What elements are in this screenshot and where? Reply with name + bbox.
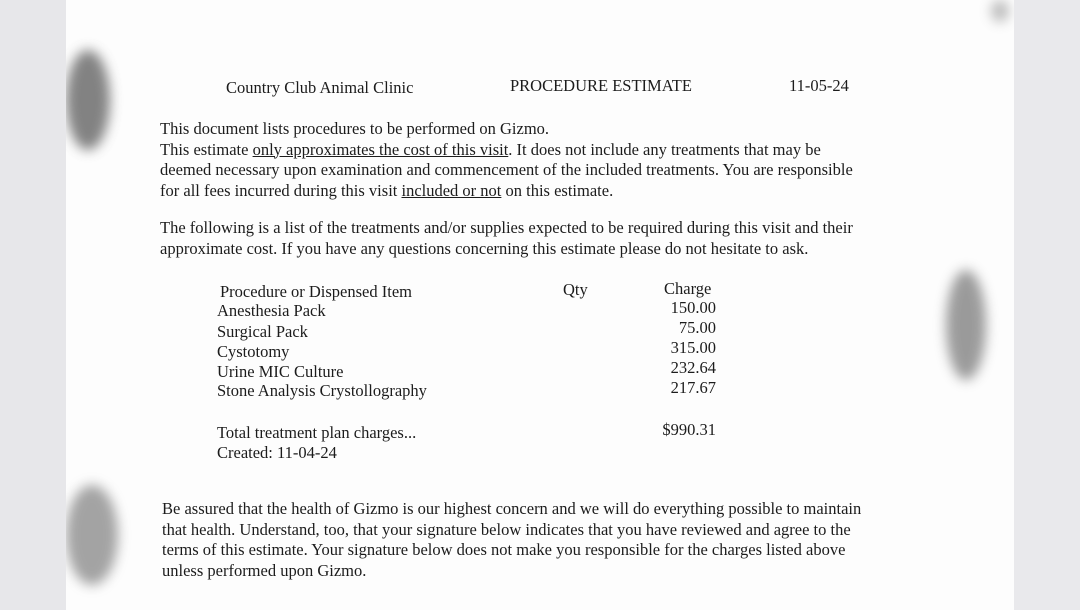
intro-line: This document lists procedures to be performed on Gizmo. <box>160 119 550 138</box>
scan-margin-left <box>0 0 66 610</box>
closing-paragraph <box>162 499 922 581</box>
scan-smudge <box>991 0 1009 22</box>
column-header-charge: Charge <box>664 279 712 298</box>
table-row-item: Cystotomy <box>217 342 290 361</box>
column-header-item: Procedure or Dispensed Item <box>220 282 412 301</box>
closing-line: that health. Understand, too, that your signature below indicates that you have reviewed and agree to the <box>162 519 851 539</box>
closing-line: terms of this estimate. Your signature below does not make you responsible for the charges listed above <box>162 540 846 559</box>
closing-line: unless performed upon Gizmo. <box>162 560 367 580</box>
intro-paragraph <box>160 119 920 201</box>
table-row-item: Urine MIC Culture <box>217 362 344 381</box>
document-title: PROCEDURE ESTIMATE <box>510 76 692 95</box>
table-row-charge: 150.00 <box>670 298 716 317</box>
clinic-name: Country Club Animal Clinic <box>226 78 414 97</box>
underlined-phrase: included or not <box>401 180 502 200</box>
list-intro-line: approximate cost. If you have any questions concerning this estimate please do not hesitate to ask. <box>160 238 809 258</box>
table-row-charge: 232.64 <box>670 358 716 377</box>
table-row-charge: 75.00 <box>678 318 716 337</box>
list-intro-paragraph <box>160 218 920 259</box>
table-row-charge: 315.00 <box>670 338 716 357</box>
column-header-qty: Qty <box>563 280 588 299</box>
table-row-item: Anesthesia Pack <box>217 301 326 320</box>
intro-line: deemed necessary upon examination and commencement of the included treatments. You are responsible <box>160 160 853 179</box>
list-intro-line: The following is a list of the treatments and/or supplies expected to be required during this visit and their <box>160 218 853 237</box>
scan-margin-right <box>1014 0 1080 610</box>
total-label: Total treatment plan charges... <box>217 423 417 442</box>
scan-smudge <box>66 485 118 585</box>
closing-line: Be assured that the health of Gizmo is our highest concern and we will do everything possible to maintain <box>162 499 862 518</box>
intro-line: This estimate only approximates the cost of this visit. It does not include any treatments that may be <box>160 139 821 159</box>
intro-line: for all fees incurred during this visit included or not on this estimate. <box>160 180 614 200</box>
estimate-page <box>66 0 1014 610</box>
table-row-charge: 217.67 <box>670 378 716 397</box>
document-date: 11-05-24 <box>789 76 849 95</box>
total-value: $990.31 <box>662 420 716 439</box>
scan-smudge <box>946 270 986 380</box>
created-date: Created: 11-04-24 <box>217 443 337 462</box>
table-row-item: Stone Analysis Crystollography <box>217 381 427 400</box>
underlined-phrase: only approximates the cost of this visit <box>252 139 509 159</box>
scan-smudge <box>66 50 110 150</box>
table-row-item: Surgical Pack <box>217 322 308 341</box>
